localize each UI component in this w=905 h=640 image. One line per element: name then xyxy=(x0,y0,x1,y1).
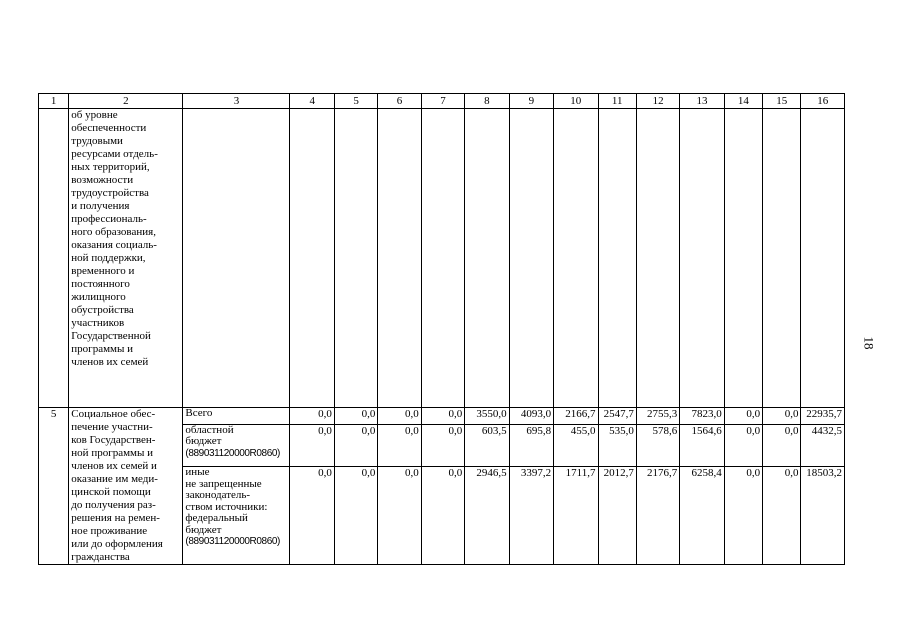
column-number-header: 1 xyxy=(39,94,69,109)
value-cell: 0,0 xyxy=(421,424,464,467)
empty-cell xyxy=(636,109,679,408)
column-number-header: 2 xyxy=(69,94,183,109)
source-name: иные не запрещенные законодатель- ством источники: федеральный бюджет xyxy=(185,466,268,536)
value-cell: 0,0 xyxy=(334,424,377,467)
column-number-header-row xyxy=(39,94,845,109)
value-cell: 0,0 xyxy=(763,408,801,425)
value-cell: 2012,7 xyxy=(598,467,636,565)
empty-cell xyxy=(290,109,334,408)
empty-cell xyxy=(598,109,636,408)
value-cell: 6258,4 xyxy=(680,467,724,565)
value-cell: 578,6 xyxy=(636,424,679,467)
value-cell: 0,0 xyxy=(724,424,762,467)
value-cell: 0,0 xyxy=(378,408,421,425)
value-cell: 4093,0 xyxy=(509,408,553,425)
empty-cell xyxy=(801,109,845,408)
value-cell: 0,0 xyxy=(334,467,377,565)
value-cell: 695,8 xyxy=(509,424,553,467)
empty-cell xyxy=(763,109,801,408)
value-cell: 0,0 xyxy=(724,467,762,565)
empty-cell xyxy=(509,109,553,408)
value-cell: 0,0 xyxy=(378,424,421,467)
value-cell: 1711,7 xyxy=(554,467,598,565)
source-name: областной бюджет xyxy=(185,424,234,448)
column-number-header: 12 xyxy=(636,94,679,109)
column-number-header: 11 xyxy=(598,94,636,109)
value-cell: 2946,5 xyxy=(465,467,509,565)
empty-cell xyxy=(378,109,421,408)
budget-code: (889031120000R0860) xyxy=(185,447,280,459)
value-cell: 2166,7 xyxy=(554,408,598,425)
column-number-header: 3 xyxy=(183,94,290,109)
value-cell: 18503,2 xyxy=(801,467,845,565)
column-number-header: 6 xyxy=(378,94,421,109)
source-name: Всего xyxy=(185,407,213,419)
value-cell: 455,0 xyxy=(554,424,598,467)
budget-code: (889031120000R0860) xyxy=(185,536,280,548)
source-label xyxy=(183,424,290,467)
value-cell: 0,0 xyxy=(421,467,464,565)
column-number-header: 5 xyxy=(334,94,377,109)
column-number-header: 13 xyxy=(680,94,724,109)
value-cell: 0,0 xyxy=(334,408,377,425)
empty-cell xyxy=(554,109,598,408)
value-cell: 0,0 xyxy=(290,424,334,467)
value-cell: 7823,0 xyxy=(680,408,724,425)
page-number: 18 xyxy=(861,336,877,350)
column-number-header: 10 xyxy=(554,94,598,109)
column-number-header: 9 xyxy=(509,94,553,109)
value-cell: 2755,3 xyxy=(636,408,679,425)
empty-cell xyxy=(724,109,762,408)
value-cell: 0,0 xyxy=(724,408,762,425)
value-cell: 0,0 xyxy=(763,467,801,565)
item-description: Социальное обес- печение участни- ков Государствен- ной программы и членов их семей и оказание им меди- цинской помощи до получения раз- решения на ремен- ное проживание или до оформления гражданства xyxy=(69,408,183,565)
column-number-header: 7 xyxy=(421,94,464,109)
column-number-header: 14 xyxy=(724,94,762,109)
value-cell: 0,0 xyxy=(763,424,801,467)
value-cell: 0,0 xyxy=(378,467,421,565)
source-label xyxy=(183,467,290,565)
empty-cell xyxy=(421,109,464,408)
value-cell: 0,0 xyxy=(290,408,334,425)
value-cell: 22935,7 xyxy=(801,408,845,425)
empty-cell xyxy=(465,109,509,408)
column-number-header: 15 xyxy=(763,94,801,109)
empty-cell xyxy=(334,109,377,408)
value-cell: 2547,7 xyxy=(598,408,636,425)
value-cell: 3397,2 xyxy=(509,467,553,565)
empty-cell xyxy=(183,109,290,408)
empty-cell xyxy=(680,109,724,408)
budget-table xyxy=(38,93,845,565)
column-number-header: 16 xyxy=(801,94,845,109)
item-number: 5 xyxy=(39,408,69,565)
continuation-row xyxy=(39,109,845,408)
value-cell: 2176,7 xyxy=(636,467,679,565)
value-cell: 0,0 xyxy=(421,408,464,425)
value-cell: 0,0 xyxy=(290,467,334,565)
value-cell: 535,0 xyxy=(598,424,636,467)
value-cell: 603,5 xyxy=(465,424,509,467)
continuation-description: об уровне обеспеченности трудовыми ресурсами отдель- ных территорий, возможности трудоустройства и получения профессиональ- ного образования, оказания социаль- ной поддержки, временного и постоянного жилищного обустройства участников Государственной программы и членов их семей xyxy=(69,109,183,408)
value-cell: 3550,0 xyxy=(465,408,509,425)
column-number-header: 8 xyxy=(465,94,509,109)
continuation-num-cell xyxy=(39,109,69,408)
value-cell: 4432,5 xyxy=(801,424,845,467)
source-label xyxy=(183,408,290,425)
value-cell: 1564,6 xyxy=(680,424,724,467)
item5-total-row xyxy=(39,408,845,425)
column-number-header: 4 xyxy=(290,94,334,109)
